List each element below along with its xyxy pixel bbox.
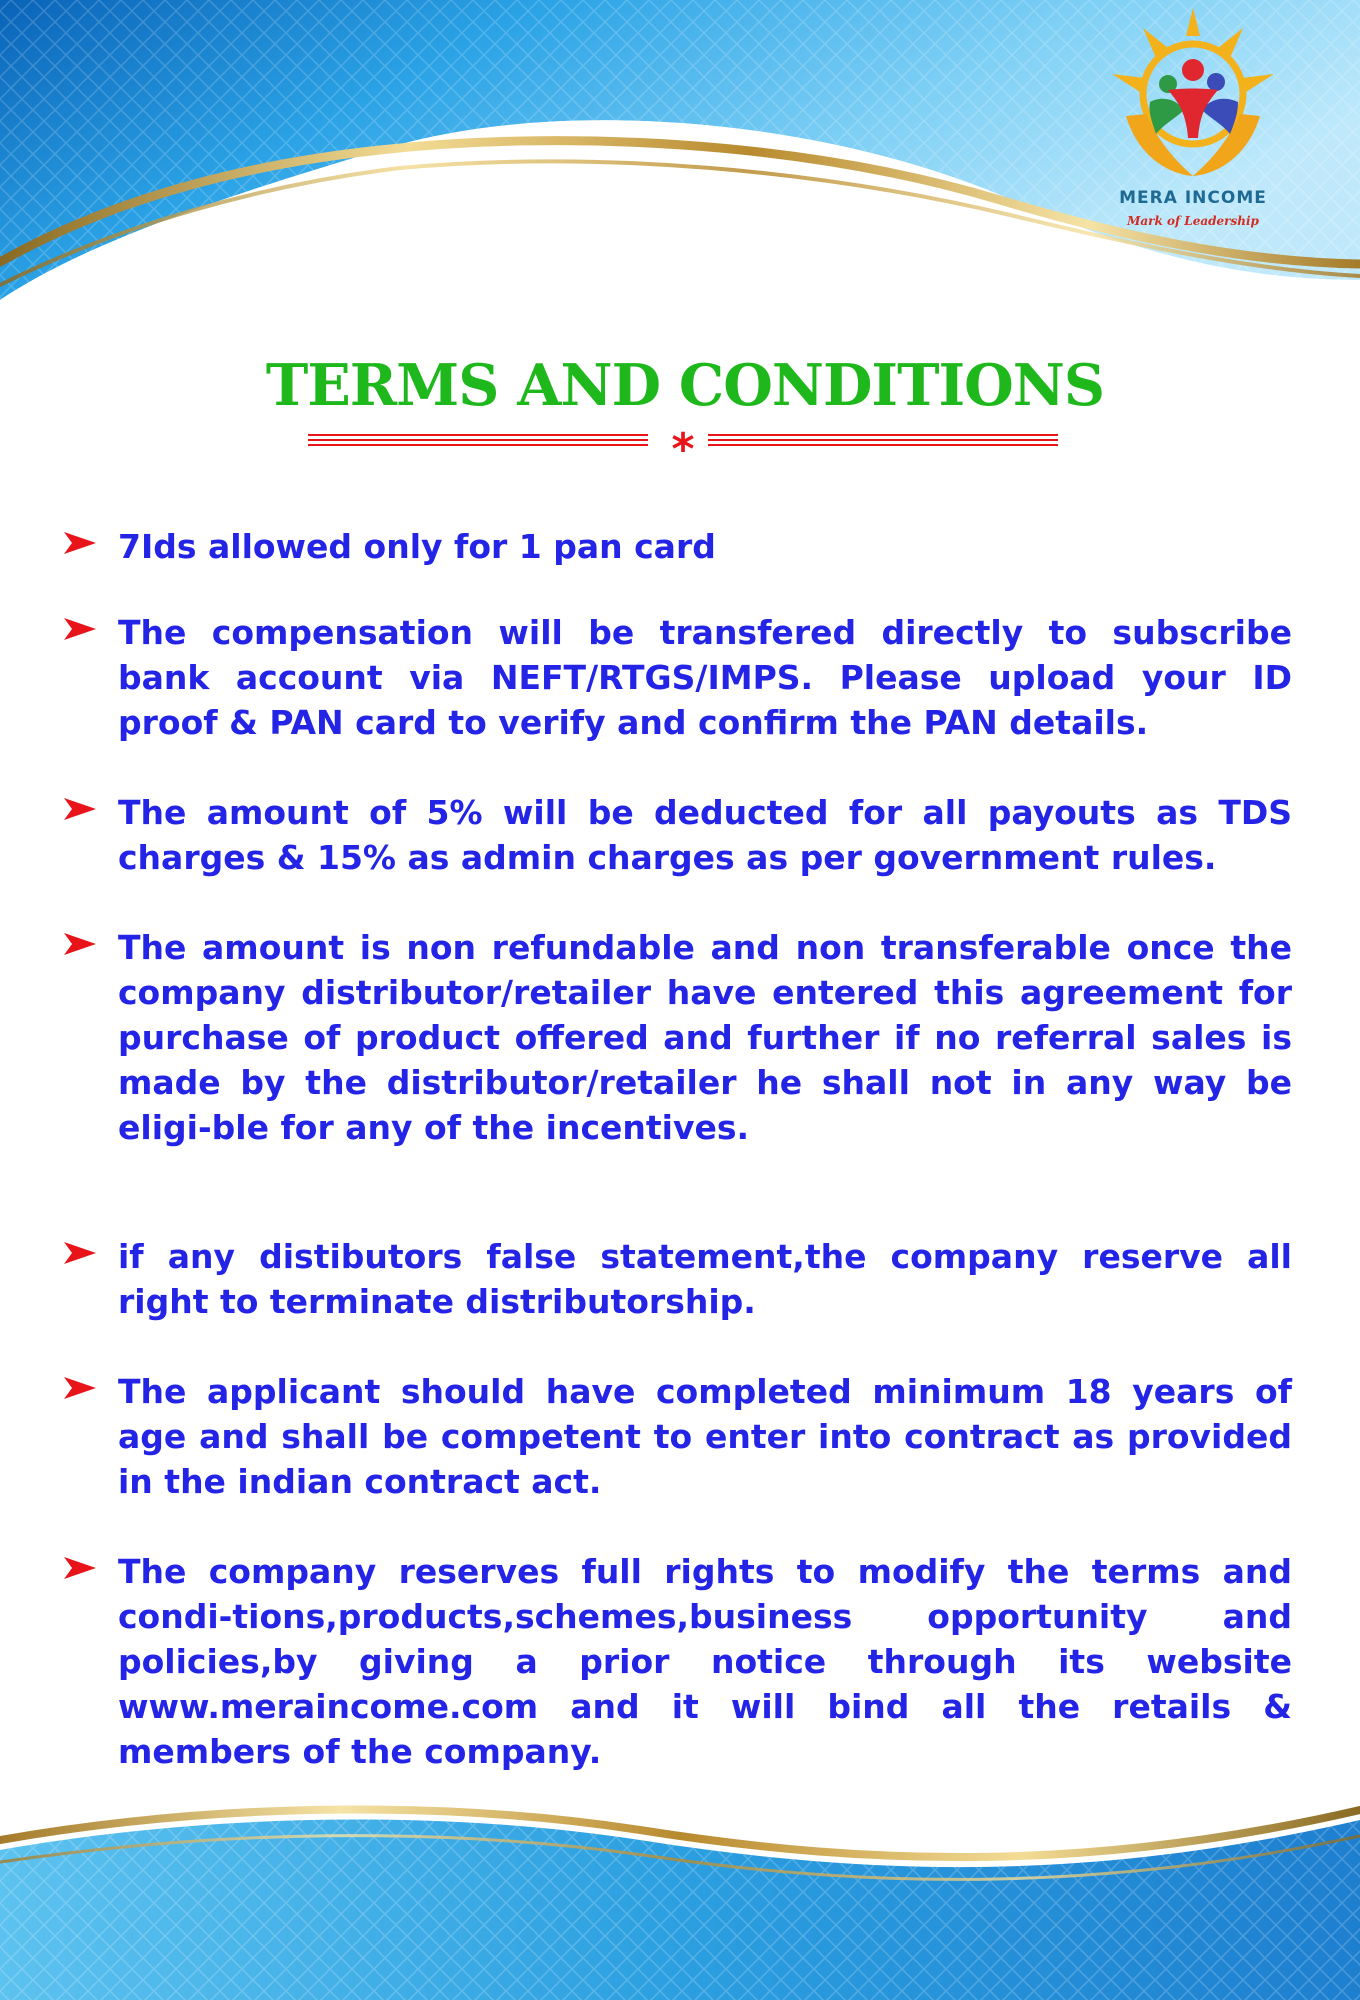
term-item: [62, 790, 1292, 880]
term-text: The company reserves full rights to modify the terms and condi-tions,products,schemes,business opportunity and policies,by giving a prior notice through its website www.meraincome.com and it will bind all the retails & members of the company.: [118, 1552, 1292, 1771]
brand-logo: [1098, 6, 1288, 236]
term-text: The amount is non refundable and non transferable once the company distributor/retailer have entered this agreement for purchase of product offered and further if no referral sales is made by the distributor/retailer he shall not in any way be eligi-ble for any of the incentives.: [118, 928, 1292, 1147]
red-arrowhead-icon: [62, 530, 98, 556]
term-text: The applicant should have completed minimum 18 years of age and shall be competent to enter into contract as provided in the indian contract act.: [118, 1372, 1292, 1501]
red-arrowhead-icon: [62, 1555, 98, 1581]
logo-emblem-icon: [1098, 6, 1288, 186]
terms-list: [62, 524, 1292, 1774]
term-text: 7Ids allowed only for 1 pan card: [118, 527, 716, 566]
term-item: [62, 925, 1292, 1150]
red-arrowhead-icon: [62, 796, 98, 822]
term-item: [62, 610, 1292, 745]
red-arrowhead-icon: [62, 1240, 98, 1266]
page-title: TERMS AND CONDITIONS: [265, 352, 1105, 419]
term-item: [62, 1234, 1292, 1324]
term-item: [62, 1369, 1292, 1504]
term-text: The amount of 5% will be deducted for all payouts as TDS charges & 15% as admin charges as per government rules.: [118, 793, 1292, 877]
title-divider: [308, 430, 1058, 470]
red-arrowhead-icon: [62, 616, 98, 642]
term-item: [62, 524, 1292, 569]
brand-name: MERA INCOME: [1119, 188, 1267, 208]
red-arrowhead-icon: [62, 1375, 98, 1401]
brand-tagline: Mark of Leadership: [1127, 214, 1259, 228]
red-arrowhead-icon: [62, 931, 98, 957]
divider-asterisk: *: [671, 430, 695, 470]
term-text: if any distibutors false statement,the company reserve all right to terminate distributorship.: [118, 1237, 1292, 1321]
term-text: The compensation will be transfered directly to subscribe bank account via NEFT/RTGS/IMPS. Please upload your ID proof & PAN card to verify and confirm the PAN details.: [118, 613, 1292, 742]
term-item: [62, 1549, 1292, 1774]
